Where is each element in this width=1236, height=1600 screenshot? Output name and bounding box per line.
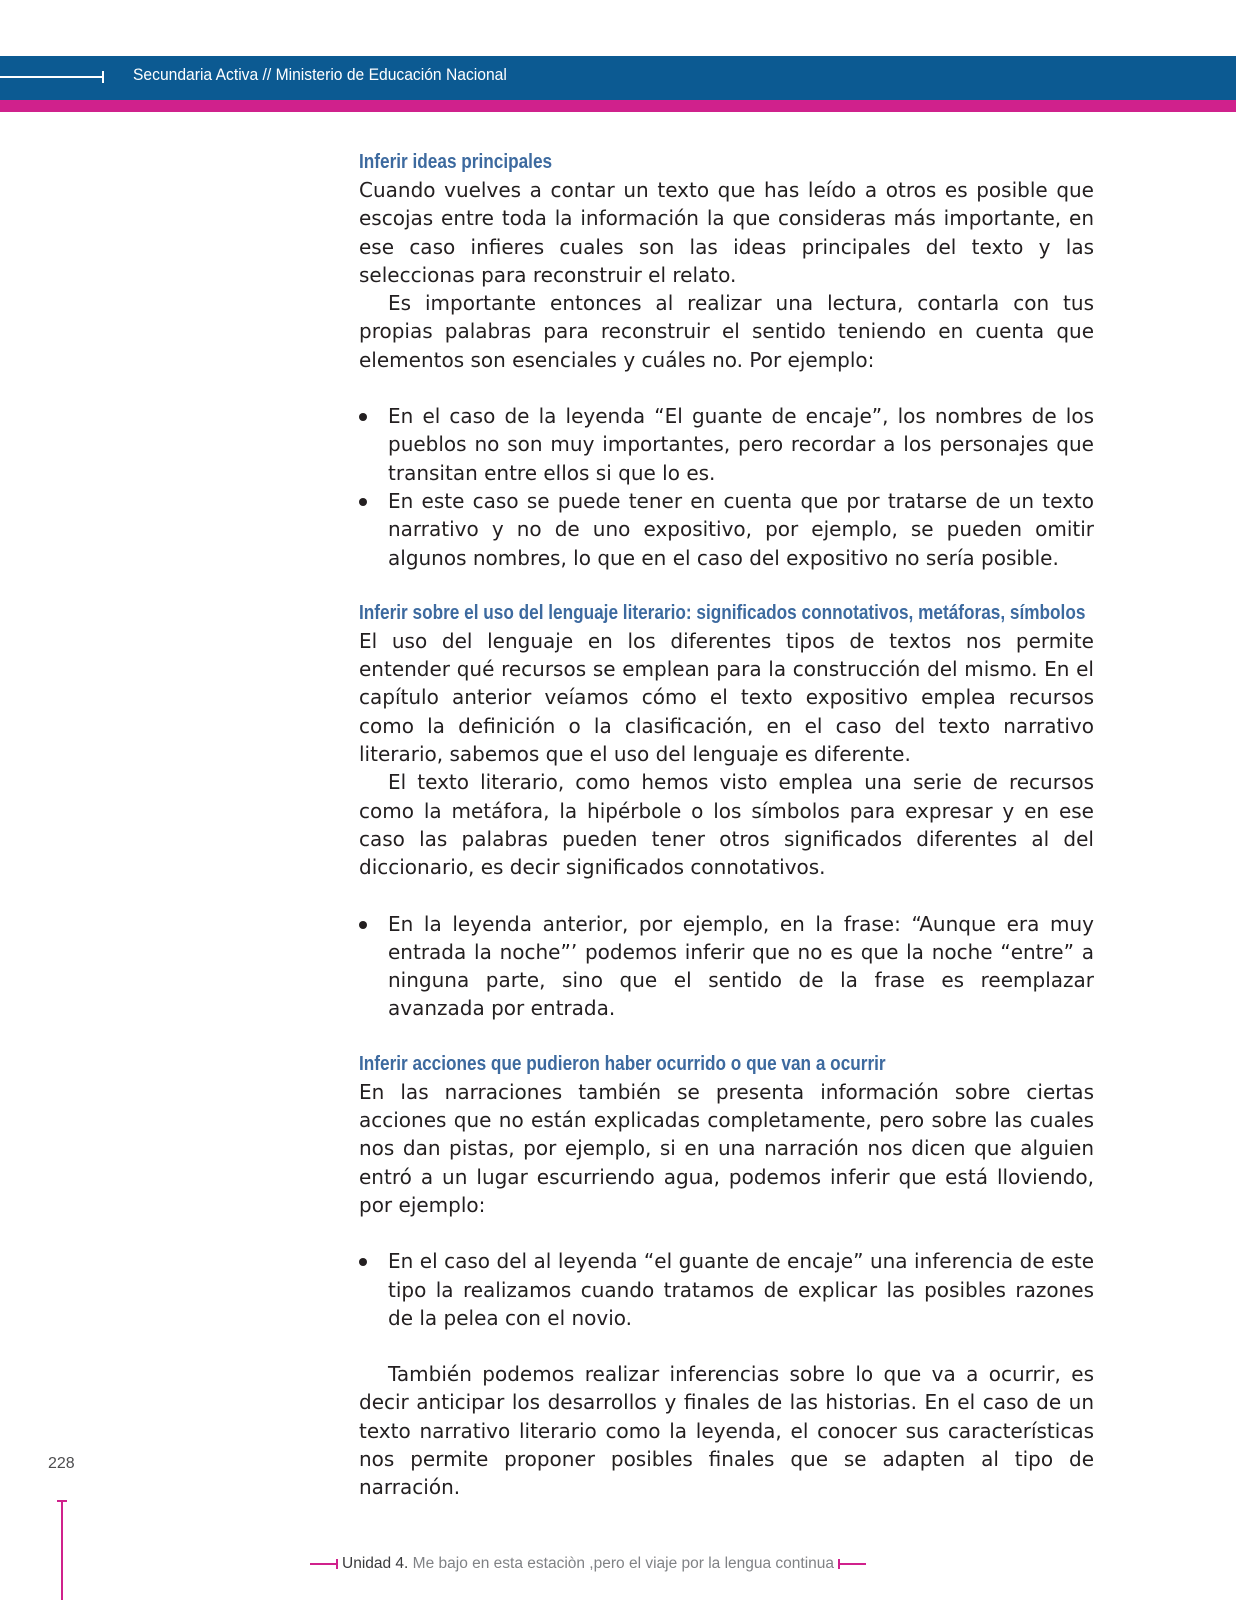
header-title: Secundaria Activa // Ministerio de Educación Nacional [133,65,507,84]
header-rule [0,76,104,78]
list-item-text: En este caso se puede tener en cuenta que por tratarse de un texto narrativo y no de uno expositivo, por ejemplo, se pueden omitir algunos nombres, lo que en el caso del expositivo no sería posible. [388,488,1094,570]
footer [310,1553,866,1575]
margin-rule-cap [57,1500,67,1502]
paragraph: Cuando vuelves a contar un texto que has leído a otros es posible que escojas entre toda la información la que consideras más importante, en ese caso infieres cuales son las ideas principales del texto y las seleccionas para reconstruir el relato. [359,178,1094,287]
section-heading-inferir-acciones: Inferir acciones que pudieron haber ocurrido o que van a ocurrir [359,1052,886,1075]
paragraph: El uso del lenguaje en los diferentes tipos de textos nos permite entender qué recursos se emplean para la construcción del mismo. En el capítulo anterior veíamos cómo el texto expositivo emplea recursos como la definición o la clasificación, en el caso del texto narrativo literario, sabemos que el uso del lenguaje es diferente. [359,628,1094,767]
paragraph: Es importante entonces al realizar una lectura, contarla con tus propias palabras para reconstruir el sentido teniendo en cuenta que elementos son esenciales y cuáles no. Por ejemplo: [359,291,1094,372]
paragraph: En las narraciones también se presenta información sobre ciertas acciones que no están explicadas completamente, pero sobre las cuales nos dan pistas, por ejemplo, si en una narración nos dicen que alguien entró a un lugar escurriendo agua, podemos inferir que está lloviendo, por ejemplo: [359,1079,1094,1217]
list-item-text: En el caso del al leyenda “el guante de encaje” una inferencia de este tipo la realizamos cuando tratamos de explicar las posibles razones de la pelea con el novio. [388,1249,1094,1330]
footer-unit: Unidad 4. [342,1555,409,1572]
footer-title: Me bajo en esta estaciòn ,pero el viaje por la lengua continua [412,1555,835,1572]
footer-rule-right [840,1563,866,1565]
header-accent-stripe [0,100,1236,112]
header-rule-cap [102,71,104,83]
page-number: 228 [48,1455,75,1472]
footer-rule-cap-left [336,1559,338,1569]
main-content [359,148,1094,1502]
section-heading-ideas-principales: Inferir ideas principales [359,151,553,173]
list-item-text: En el caso de la leyenda “El guante de encaje”, los nombres de los pueblos no son muy importantes, pero recordar a los personajes que transitan entre ellos si que lo es. [388,404,1094,485]
footer-text [342,1555,834,1573]
bullet-list [359,910,1094,1023]
list-item [359,910,1094,1023]
bullet-icon [359,1258,367,1266]
margin-rule [61,1500,63,1600]
bullet-list [359,1247,1094,1332]
paragraph: El texto literario, como hemos visto emplea una serie de recursos como la metáfora, la hipérbole o los símbolos para expresar y en ese caso las palabras pueden tener otros significados diferentes al del diccionario, es decir significados connotativos. [359,770,1094,880]
paragraph: También podemos realizar inferencias sobre lo que va a ocurrir, es decir anticipar los desarrollos y finales de las historias. En el caso de un texto narrativo literario como la leyenda, el conocer sus características nos permite proponer posibles finales que se adapten al tipo de narración. [359,1362,1094,1500]
list-item-text: En la leyenda anterior, por ejemplo, en la frase: “Aunque era muy entrada la noche”’ podemos inferir que no es que la noche “entre” a ninguna parte, sino que el sentido de la frase es reemplazar avanzada por entrada. [388,911,1094,1021]
list-item [359,487,1094,572]
bullet-icon [359,921,367,929]
bullet-list [359,402,1094,572]
list-item [359,1247,1094,1332]
section-heading-lenguaje-literario: Inferir sobre el uso del lenguaje literario: significados connotativos, metáforas, símbolos [359,601,1086,624]
list-item [359,402,1094,487]
bullet-icon [359,498,367,506]
footer-rule-left [310,1563,336,1565]
bullet-icon [359,413,367,421]
